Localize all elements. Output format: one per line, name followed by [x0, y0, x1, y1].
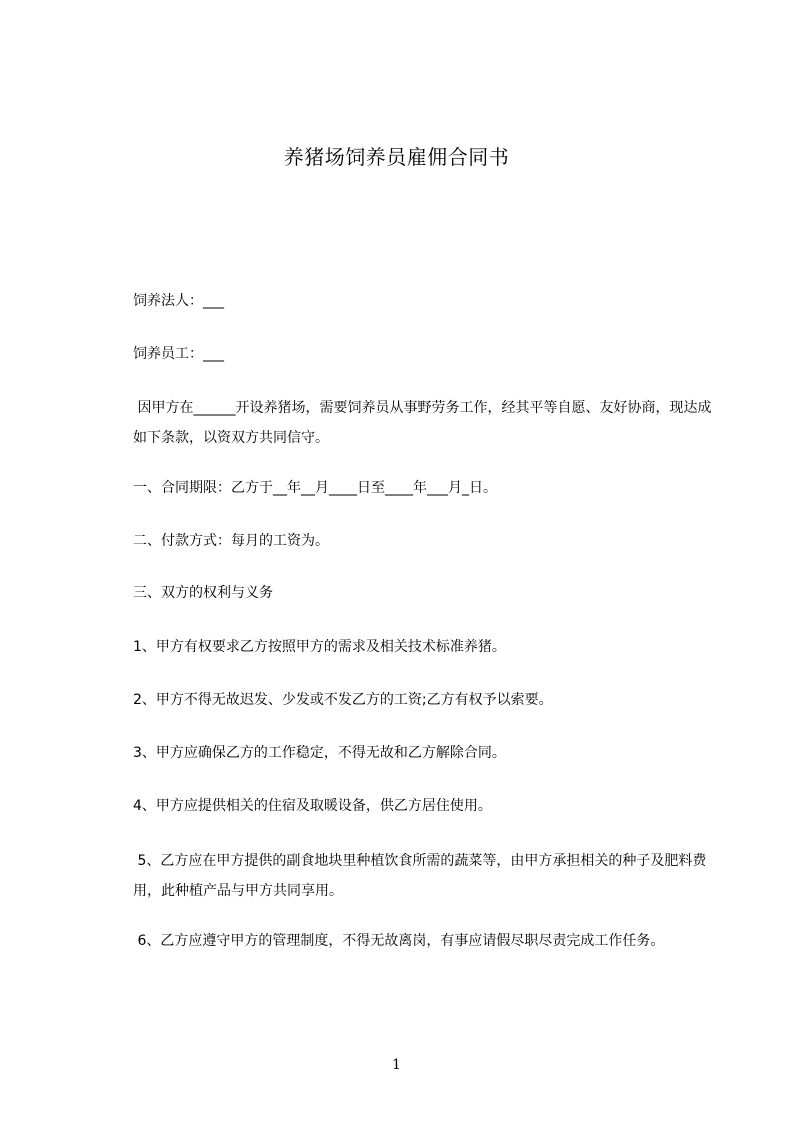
clause-item-2: 2、甲方不得无故迟发、少发或不发乙方的工资;乙方有权予以索要。: [133, 692, 553, 708]
clause-item-5: 5、乙方应在甲方提供的副食地块里种植饮食所需的蔬菜等，由甲方承担相关的种子及肥料费用，此种植产品与甲方共同享用。: [133, 853, 707, 899]
payment-clause: 二、付款方式：每月的工资为。: [133, 533, 329, 549]
employer-line: 饲养法人：___: [133, 293, 224, 309]
clause-item-6: 6、乙方应遵守甲方的管理制度，不得无故离岗，有事应请假尽职尽责完成工作任务。: [133, 933, 665, 949]
rights-obligations-heading: 三、双方的权利与义务: [133, 585, 273, 601]
page-number: 1: [392, 1057, 401, 1073]
document-title: 养猪场饲养员雇佣合同书: [283, 145, 510, 169]
clause-item-3: 3、甲方应确保乙方的工作稳定，不得无故和乙方解除合同。: [133, 745, 506, 761]
contract-term-clause: 一、合同期限：乙方于__年__月____日至____年___月_日。: [133, 480, 497, 496]
intro-paragraph: 因甲方在______开设养猪场，需要饲养员从事野劳务工作，经其平等自愿、友好协商，现达成如下条款，以资双方共同信守。: [133, 400, 712, 446]
clause-item-4: 4、甲方应提供相关的住宿及取暖设备，供乙方居住使用。: [133, 798, 492, 814]
employee-line: 饲养员工：___: [133, 346, 224, 362]
clause-item-1: 1、甲方有权要求乙方按照甲方的需求及相关技术标准养猪。: [133, 639, 506, 655]
